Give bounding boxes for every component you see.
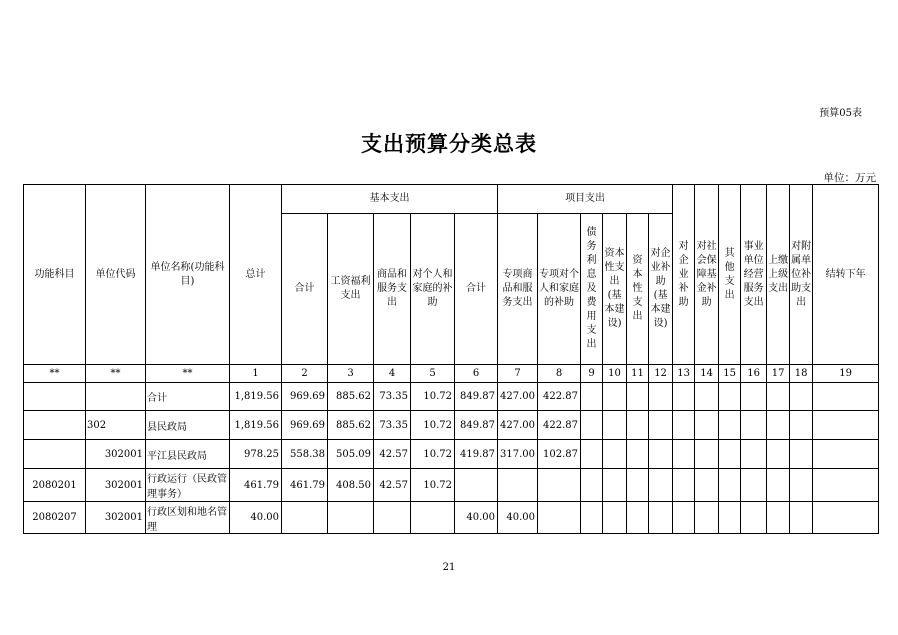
unit-name-cell: 行政区划和地名管理 <box>146 502 230 534</box>
total-cell: 1,819.56 <box>230 411 282 440</box>
header-personal: 对个人和家庭的补助 <box>411 214 455 365</box>
index-cell: 13 <box>673 365 695 383</box>
personal-cell <box>411 502 455 534</box>
empty-cell <box>649 383 673 411</box>
empty-cell <box>790 469 813 502</box>
basic-total-cell: 969.69 <box>282 383 328 411</box>
personal-cell: 10.72 <box>411 440 455 469</box>
empty-cell <box>603 502 627 534</box>
empty-cell <box>741 469 767 502</box>
header-unit-code: 单位代码 <box>86 185 146 365</box>
personal-cell: 10.72 <box>411 411 455 440</box>
empty-cell <box>603 469 627 502</box>
index-cell: 1 <box>230 365 282 383</box>
empty-cell <box>673 502 695 534</box>
empty-cell <box>581 383 603 411</box>
empty-cell <box>813 440 879 469</box>
goods-cell: 42.57 <box>374 440 411 469</box>
empty-cell <box>719 440 741 469</box>
empty-cell <box>813 411 879 440</box>
empty-cell <box>741 411 767 440</box>
empty-cell <box>695 411 719 440</box>
unit-code-cell: 302001 <box>86 502 146 534</box>
goods-cell: 42.57 <box>374 469 411 502</box>
empty-cell <box>719 502 741 534</box>
empty-cell <box>741 440 767 469</box>
basic-total-cell: 461.79 <box>282 469 328 502</box>
header-total: 总计 <box>230 185 282 365</box>
empty-cell <box>813 383 879 411</box>
empty-cell <box>627 411 649 440</box>
project-total-cell <box>455 469 498 502</box>
special-goods-cell: 427.00 <box>498 411 538 440</box>
personal-cell: 10.72 <box>411 469 455 502</box>
special-personal-cell <box>538 469 581 502</box>
index-cell: 19 <box>813 365 879 383</box>
empty-cell <box>719 469 741 502</box>
special-goods-cell: 40.00 <box>498 502 538 534</box>
table-row <box>24 502 879 534</box>
header-capital-infra: 资本性支出(基本建设) <box>603 214 627 365</box>
wages-cell: 885.62 <box>328 411 374 440</box>
special-goods-cell <box>498 469 538 502</box>
wages-cell: 408.50 <box>328 469 374 502</box>
header-special-personal: 专项对个人和家庭的补助 <box>538 214 581 365</box>
special-personal-cell: 422.87 <box>538 411 581 440</box>
index-cell: 4 <box>374 365 411 383</box>
index-cell: ** <box>146 365 230 383</box>
empty-cell <box>741 383 767 411</box>
header-basic: 基本支出 <box>282 185 498 214</box>
index-row <box>24 365 879 383</box>
total-cell: 1,819.56 <box>230 383 282 411</box>
project-total-cell: 419.87 <box>455 440 498 469</box>
header-subsidiary: 对附属单位补助支出 <box>790 185 813 365</box>
wages-cell <box>328 502 374 534</box>
goods-cell: 73.35 <box>374 383 411 411</box>
unit-label: 单位：万元 <box>823 172 876 184</box>
index-cell: 11 <box>627 365 649 383</box>
personal-cell: 10.72 <box>411 383 455 411</box>
project-total-cell: 849.87 <box>455 383 498 411</box>
empty-cell <box>695 502 719 534</box>
index-cell: 12 <box>649 365 673 383</box>
table-row <box>24 411 879 440</box>
header-debt: 债务利息及费用支出 <box>581 214 603 365</box>
unit-code-cell: 302001 <box>86 440 146 469</box>
func-subject-cell <box>24 440 86 469</box>
empty-cell <box>695 383 719 411</box>
project-total-cell: 40.00 <box>455 502 498 534</box>
empty-cell <box>767 383 790 411</box>
index-cell: 9 <box>581 365 603 383</box>
basic-total-cell: 558.38 <box>282 440 328 469</box>
empty-cell <box>719 383 741 411</box>
special-personal-cell <box>538 502 581 534</box>
header-social: 对社会保障基金补助 <box>695 185 719 365</box>
empty-cell <box>813 469 879 502</box>
header-enterprise-infra: 对企业补助(基本建设) <box>649 214 673 365</box>
unit-name-cell: 县民政局 <box>146 411 230 440</box>
index-cell: ** <box>86 365 146 383</box>
form-number: 预算05表 <box>819 108 862 119</box>
empty-cell <box>581 411 603 440</box>
index-cell: 15 <box>719 365 741 383</box>
total-cell: 978.25 <box>230 440 282 469</box>
index-cell: 18 <box>790 365 813 383</box>
index-cell: 17 <box>767 365 790 383</box>
index-cell: 7 <box>498 365 538 383</box>
index-cell: ** <box>24 365 86 383</box>
header-enterprise: 对企业补助 <box>673 185 695 365</box>
unit-code-cell: 302 <box>86 411 146 440</box>
empty-cell <box>581 469 603 502</box>
empty-cell <box>603 440 627 469</box>
index-cell: 14 <box>695 365 719 383</box>
header-upper: 上缴上级支出 <box>767 185 790 365</box>
empty-cell <box>767 502 790 534</box>
func-subject-cell: 2080201 <box>24 469 86 502</box>
index-cell: 5 <box>411 365 455 383</box>
special-personal-cell: 102.87 <box>538 440 581 469</box>
header-unit-name: 单位名称(功能科目) <box>146 185 230 365</box>
header-proj-total: 合计 <box>455 214 498 365</box>
empty-cell <box>673 383 695 411</box>
basic-total-cell: 969.69 <box>282 411 328 440</box>
func-subject-cell <box>24 411 86 440</box>
empty-cell <box>695 440 719 469</box>
empty-cell <box>673 440 695 469</box>
empty-cell <box>649 440 673 469</box>
index-cell: 3 <box>328 365 374 383</box>
empty-cell <box>603 383 627 411</box>
index-cell: 6 <box>455 365 498 383</box>
empty-cell <box>627 383 649 411</box>
empty-cell <box>695 469 719 502</box>
empty-cell <box>741 502 767 534</box>
wages-cell: 885.62 <box>328 383 374 411</box>
header-carry: 结转下年 <box>813 185 879 365</box>
index-cell: 16 <box>741 365 767 383</box>
empty-cell <box>813 502 879 534</box>
unit-code-cell: 302001 <box>86 469 146 502</box>
special-personal-cell: 422.87 <box>538 383 581 411</box>
table-row <box>24 469 879 502</box>
empty-cell <box>790 502 813 534</box>
empty-cell <box>790 383 813 411</box>
index-cell: 2 <box>282 365 328 383</box>
table-row <box>24 383 879 411</box>
total-cell: 40.00 <box>230 502 282 534</box>
header-func-subject: 功能科目 <box>24 185 86 365</box>
header-business: 事业单位经营服务支出 <box>741 185 767 365</box>
basic-total-cell <box>282 502 328 534</box>
unit-name-cell: 行政运行（民政管理事务） <box>146 469 230 502</box>
empty-cell <box>581 440 603 469</box>
empty-cell <box>767 411 790 440</box>
special-goods-cell: 427.00 <box>498 383 538 411</box>
empty-cell <box>790 440 813 469</box>
empty-cell <box>790 411 813 440</box>
unit-name-cell: 平江县民政局 <box>146 440 230 469</box>
goods-cell: 73.35 <box>374 411 411 440</box>
empty-cell <box>581 502 603 534</box>
header-project: 项目支出 <box>498 185 673 214</box>
empty-cell <box>719 411 741 440</box>
empty-cell <box>627 469 649 502</box>
empty-cell <box>673 469 695 502</box>
goods-cell <box>374 502 411 534</box>
header-goods: 商品和服务支出 <box>374 214 411 365</box>
project-total-cell: 849.87 <box>455 411 498 440</box>
empty-cell <box>649 411 673 440</box>
table-row <box>24 440 879 469</box>
index-cell: 10 <box>603 365 627 383</box>
page-number: 21 <box>442 562 456 573</box>
wages-cell: 505.09 <box>328 440 374 469</box>
func-subject-cell <box>24 383 86 411</box>
total-cell: 461.79 <box>230 469 282 502</box>
unit-code-cell <box>86 383 146 411</box>
header-wages: 工资福利支出 <box>328 214 374 365</box>
unit-name-cell: 合计 <box>146 383 230 411</box>
header-other: 其他支出 <box>719 185 741 365</box>
empty-cell <box>603 411 627 440</box>
empty-cell <box>627 440 649 469</box>
func-subject-cell: 2080207 <box>24 502 86 534</box>
empty-cell <box>673 411 695 440</box>
empty-cell <box>649 469 673 502</box>
header-special-goods: 专项商品和服务支出 <box>498 214 538 365</box>
empty-cell <box>767 469 790 502</box>
empty-cell <box>767 440 790 469</box>
index-cell: 8 <box>538 365 581 383</box>
budget-table <box>23 184 879 534</box>
header-capital: 资本性支出 <box>627 214 649 365</box>
header-basic-total: 合计 <box>282 214 328 365</box>
empty-cell <box>627 502 649 534</box>
page-title: 支出预算分类总表 <box>361 132 537 156</box>
special-goods-cell: 317.00 <box>498 440 538 469</box>
empty-cell <box>649 502 673 534</box>
